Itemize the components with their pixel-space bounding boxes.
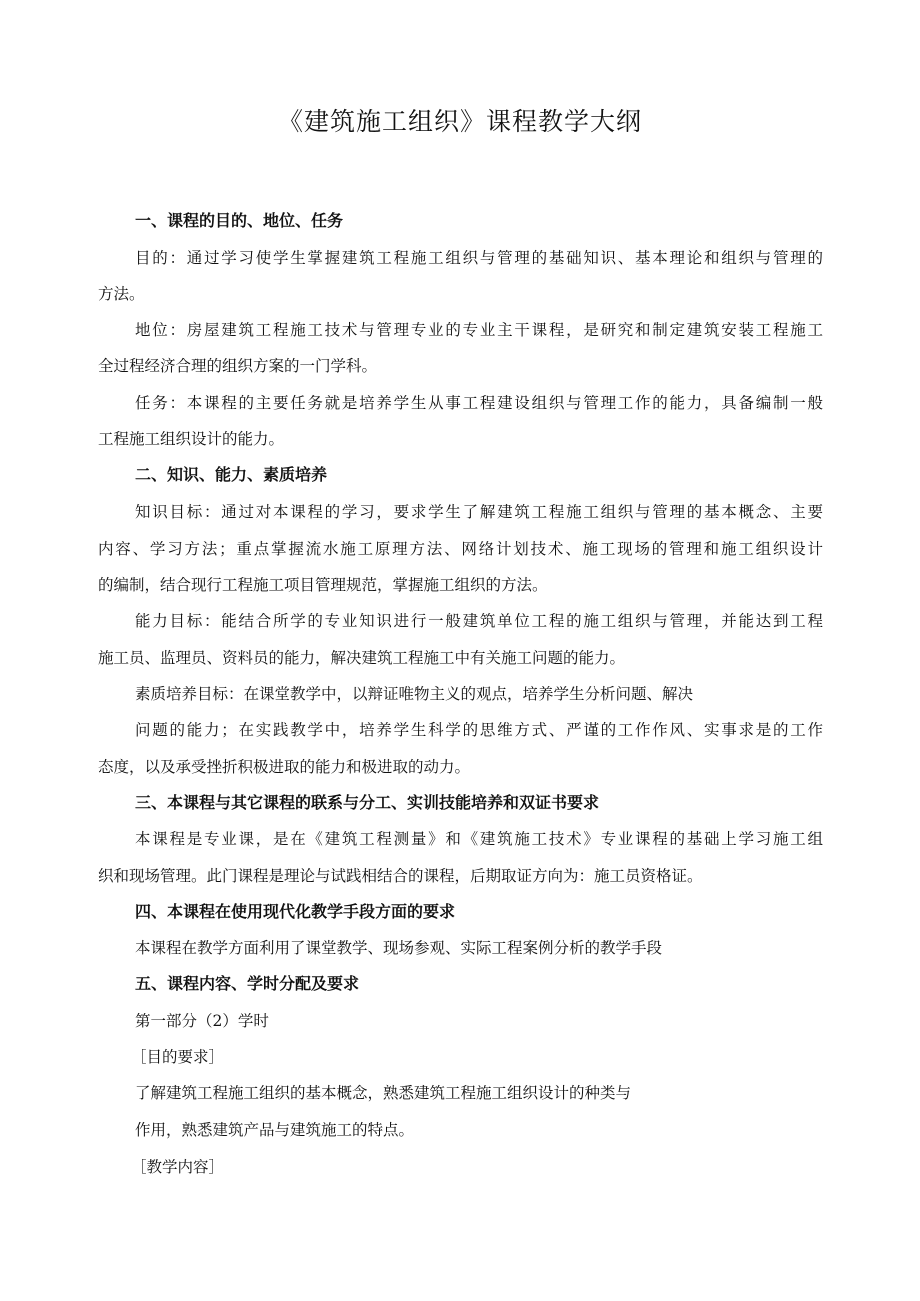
position-line-2: 全过程经济合理的组织方案的一门学科。 [98,357,378,375]
purpose-line-2: 方法。 [98,285,145,303]
section-3-heading: 三、本课程与其它课程的联系与分工、实训技能培养和双证书要求 [135,793,600,812]
knowledge-line-2: 内容、学习方法；重点掌握流水施工原理方法、网络计划技术、施工现场的管理和施工组织设计 [98,540,823,558]
section-5-heading: 五、课程内容、学时分配及要求 [135,974,360,993]
quality-line-3: 态度，以及承受挫折积极进取的能力和极进取的动力。 [98,758,471,776]
task-line-2: 工程施工组织设计的能力。 [98,430,285,448]
knowledge-line-3: 的编制，结合现行工程施工项目管理规范，掌握施工组织的方法。 [98,576,548,594]
section-1-heading: 一、课程的目的、地位、任务 [135,211,344,230]
purpose-line-1: 目的：通过学习使学生掌握建筑工程施工组织与管理的基础知识、基本理论和组织与管理的 [135,249,823,267]
teaching-content-label: ［教学内容］ [131,1158,225,1176]
section-2-heading: 二、知识、能力、素质培养 [135,465,328,484]
section-4-body: 本课程在教学方面利用了课堂教学、现场参观、实际工程案例分析的教学手段 [135,939,663,957]
requirements-line-1: 了解建筑工程施工组织的基本概念，熟悉建筑工程施工组织设计的种类与 [135,1084,632,1102]
position-line-1: 地位：房屋建筑工程施工技术与管理专业的专业主干课程，是研究和制定建筑安装工程施工 [135,321,823,339]
ability-line-1: 能力目标：能结合所学的专业知识进行一般建筑单位工程的施工组织与管理，并能达到工程 [135,612,823,630]
quality-line-1: 素质培养目标：在课堂教学中，以辩证唯物主义的观点，培养学生分析问题、解决 [135,685,694,703]
section-3-line-1: 本课程是专业课，是在《建筑工程测量》和《建筑施工技术》专业课程的基础上学习施工组 [135,830,823,848]
ability-line-2: 施工员、监理员、资料员的能力，解决建筑工程施工中有关施工问题的能力。 [98,649,626,667]
section-4-heading: 四、本课程在使用现代化教学手段方面的要求 [135,902,456,921]
requirements-label: ［目的要求］ [131,1048,225,1066]
part-one-hours: 第一部分（2）学时 [135,1012,269,1030]
document-title: 《建筑施工组织》课程教学大纲 [277,107,642,136]
section-3-line-2: 织和现场管理。此门课程是理论与试践相结合的课程，后期取证方向为：施工员资格证。 [98,867,703,885]
task-line-1: 任务：本课程的主要任务就是培养学生从事工程建设组织与管理工作的能力，具备编制一般 [135,394,823,412]
requirements-line-2: 作用，熟悉建筑产品与建筑施工的特点。 [135,1121,415,1139]
knowledge-line-1: 知识目标：通过对本课程的学习，要求学生了解建筑工程施工组织与管理的基本概念、主要 [135,503,823,521]
quality-line-2: 问题的能力；在实践教学中，培养学生科学的思维方式、严谨的工作作风、实事求是的工作 [135,721,823,739]
